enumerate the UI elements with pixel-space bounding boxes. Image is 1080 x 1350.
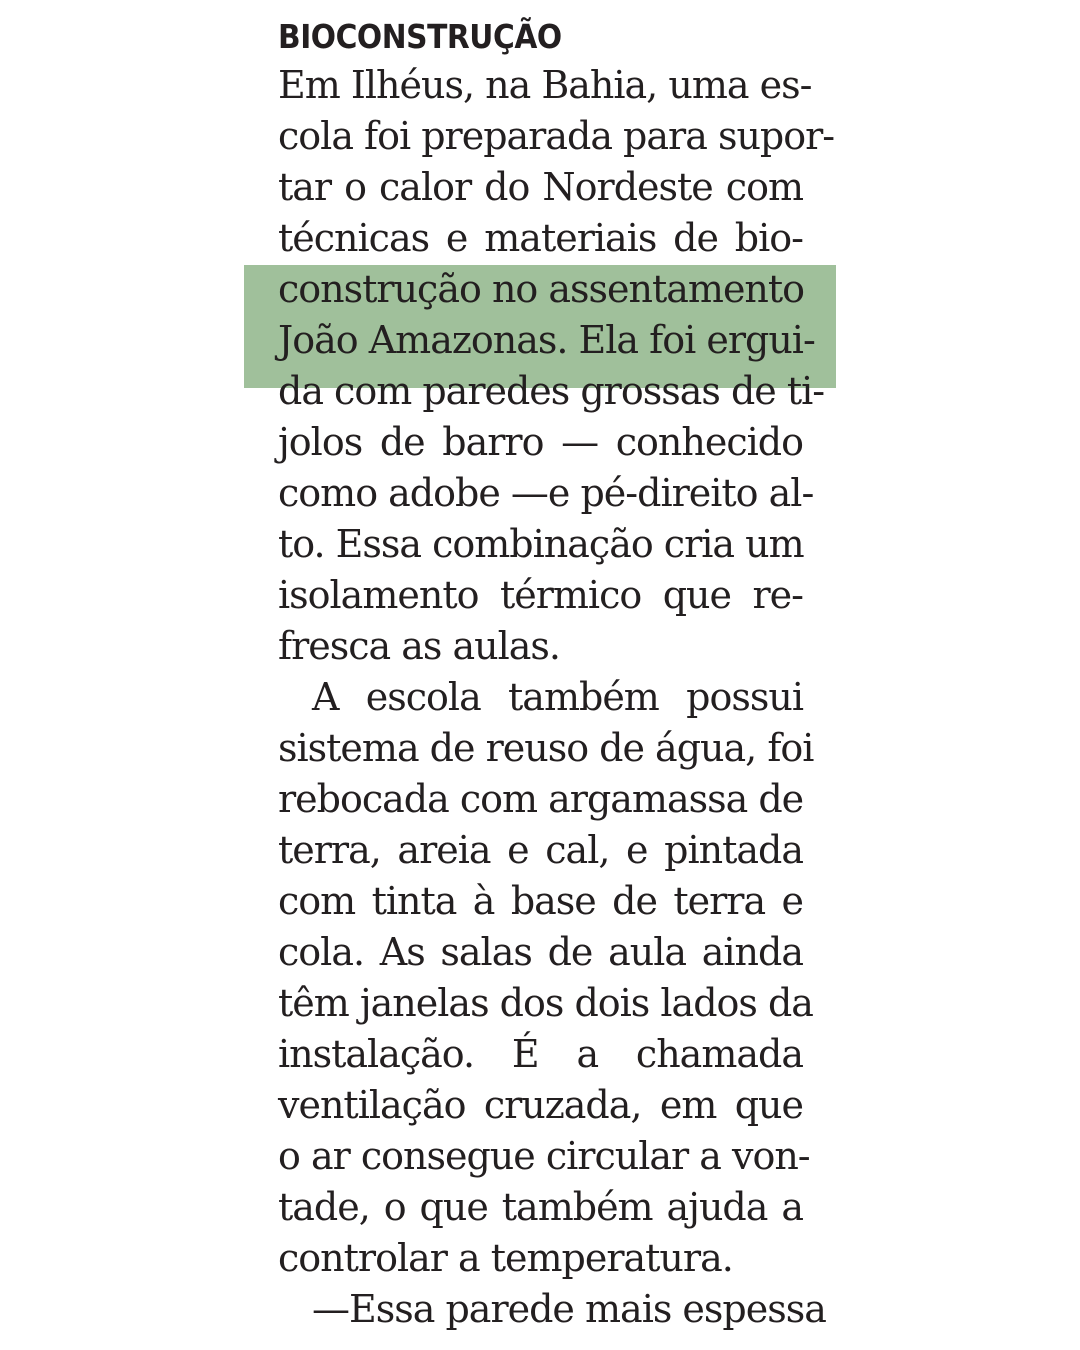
article-paragraph [278,1284,826,1335]
text-line: da com paredes grossas de ti- [278,369,825,413]
text-line: isolamento térmico que re- [278,573,803,617]
article-column [278,14,835,1335]
text-line: como adobe —e pé-direito al- [278,471,814,515]
text-line: A escola também possui [312,675,803,719]
text-line: instalação. É a chamada [278,1032,803,1076]
article-headline: BIOCONSTRUÇÃO [278,17,562,56]
text-line: o ar consegue circular a von- [278,1134,810,1178]
text-line: técnicas e materiais de bio- [278,216,803,260]
text-line: cola. As salas de aula ainda [278,930,803,974]
text-line: fresca as aulas. [278,624,560,668]
text-line: to. Essa combinação cria um [278,522,804,566]
text-line: têm janelas dos dois lados da [278,981,813,1025]
text-line: sistema de reuso de água, foi [278,726,814,770]
text-line: jolos de barro — conhecido [278,420,803,464]
text-line: ventilação cruzada, em que [278,1083,803,1127]
text-line: construção no assentamento [278,267,805,311]
text-line: com tinta à base de terra e [278,879,803,923]
text-line: tade, o que também ajuda a [278,1185,803,1229]
text-line: controlar a temperatura. [278,1236,733,1280]
text-line: rebocada com argamassa de [278,777,804,821]
text-line: Em Ilhéus, na Bahia, uma es- [278,63,812,107]
text-line: —Essa parede mais espessa [312,1287,826,1331]
text-line: João Amazonas. Ela foi ergui- [278,318,815,362]
article-paragraph [278,672,814,1284]
article-body [278,60,835,1335]
text-line: tar o calor do Nordeste com [278,165,803,209]
article-paragraph [278,60,835,672]
text-line: cola foi preparada para supor- [278,114,835,158]
text-line: terra, areia e cal, e pintada [278,828,803,872]
